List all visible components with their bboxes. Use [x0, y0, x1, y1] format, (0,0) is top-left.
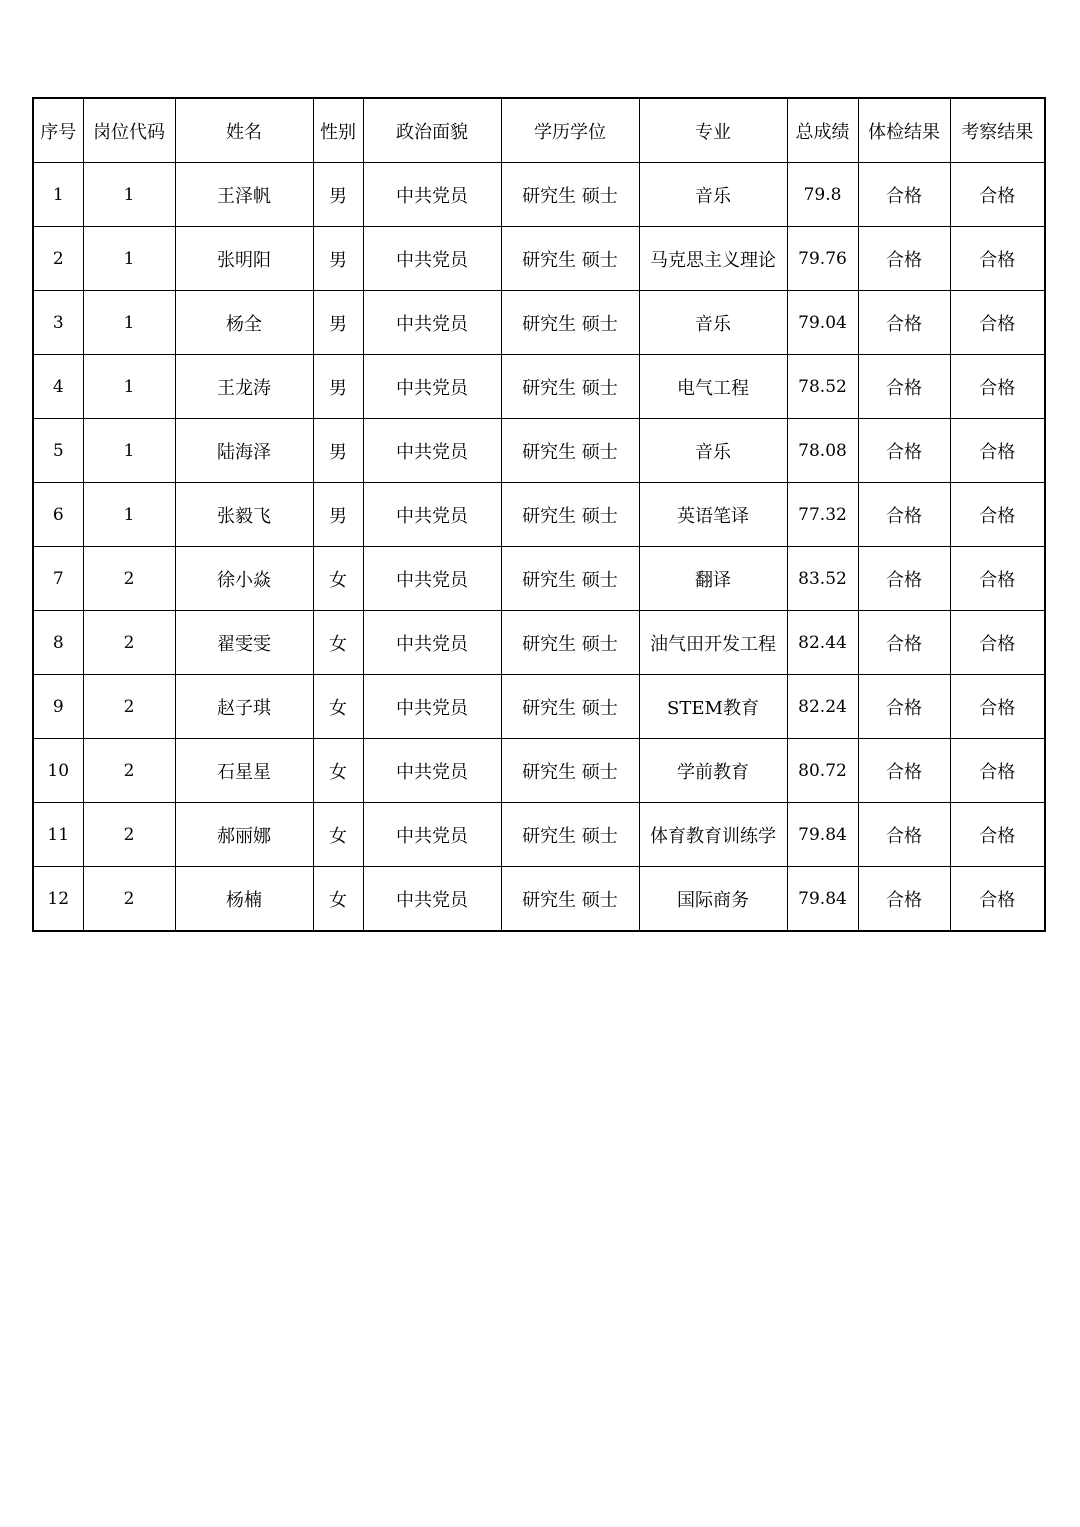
cell-serial: 11 — [33, 803, 83, 867]
cell-post-code: 2 — [83, 803, 175, 867]
cell-gender: 男 — [313, 483, 363, 547]
cell-major: 学前教育 — [639, 739, 787, 803]
cell-gender: 女 — [313, 547, 363, 611]
cell-education: 研究生 硕士 — [501, 163, 639, 227]
header-medical-result: 体检结果 — [858, 98, 950, 163]
cell-political-status: 中共党员 — [363, 547, 501, 611]
cell-gender: 男 — [313, 163, 363, 227]
cell-serial: 12 — [33, 867, 83, 932]
cell-major: 音乐 — [639, 419, 787, 483]
cell-medical-result: 合格 — [858, 547, 950, 611]
cell-medical-result: 合格 — [858, 163, 950, 227]
cell-medical-result: 合格 — [858, 803, 950, 867]
cell-gender: 男 — [313, 291, 363, 355]
cell-education: 研究生 硕士 — [501, 291, 639, 355]
cell-total-score: 83.52 — [787, 547, 858, 611]
cell-political-status: 中共党员 — [363, 675, 501, 739]
table-row — [33, 227, 1045, 291]
cell-political-status: 中共党员 — [363, 419, 501, 483]
cell-gender: 男 — [313, 227, 363, 291]
header-row — [33, 98, 1045, 163]
header-inspection-result: 考察结果 — [950, 98, 1045, 163]
table-row — [33, 739, 1045, 803]
cell-education: 研究生 硕士 — [501, 867, 639, 932]
cell-name: 杨楠 — [175, 867, 313, 932]
cell-medical-result: 合格 — [858, 611, 950, 675]
cell-post-code: 1 — [83, 227, 175, 291]
cell-serial: 6 — [33, 483, 83, 547]
cell-political-status: 中共党员 — [363, 163, 501, 227]
cell-name: 赵子琪 — [175, 675, 313, 739]
cell-post-code: 2 — [83, 675, 175, 739]
table-header — [33, 98, 1045, 163]
cell-major: STEM教育 — [639, 675, 787, 739]
cell-major: 体育教育训练学 — [639, 803, 787, 867]
cell-serial: 8 — [33, 611, 83, 675]
cell-major: 音乐 — [639, 163, 787, 227]
cell-name: 张毅飞 — [175, 483, 313, 547]
cell-name: 杨全 — [175, 291, 313, 355]
cell-gender: 女 — [313, 611, 363, 675]
cell-major: 国际商务 — [639, 867, 787, 932]
cell-inspection-result: 合格 — [950, 803, 1045, 867]
cell-name: 石星星 — [175, 739, 313, 803]
cell-medical-result: 合格 — [858, 291, 950, 355]
cell-major: 马克思主义理论 — [639, 227, 787, 291]
table-row — [33, 163, 1045, 227]
cell-education: 研究生 硕士 — [501, 739, 639, 803]
cell-major: 翻译 — [639, 547, 787, 611]
table-row — [33, 547, 1045, 611]
cell-political-status: 中共党员 — [363, 355, 501, 419]
cell-medical-result: 合格 — [858, 355, 950, 419]
cell-serial: 2 — [33, 227, 83, 291]
cell-post-code: 1 — [83, 355, 175, 419]
cell-total-score: 79.8 — [787, 163, 858, 227]
cell-total-score: 82.24 — [787, 675, 858, 739]
cell-total-score: 79.76 — [787, 227, 858, 291]
header-major: 专业 — [639, 98, 787, 163]
cell-total-score: 78.08 — [787, 419, 858, 483]
header-name: 姓名 — [175, 98, 313, 163]
cell-name: 王龙涛 — [175, 355, 313, 419]
cell-post-code: 2 — [83, 547, 175, 611]
cell-inspection-result: 合格 — [950, 419, 1045, 483]
header-gender: 性别 — [313, 98, 363, 163]
cell-medical-result: 合格 — [858, 867, 950, 932]
cell-post-code: 2 — [83, 739, 175, 803]
cell-education: 研究生 硕士 — [501, 675, 639, 739]
cell-political-status: 中共党员 — [363, 611, 501, 675]
cell-name: 徐小焱 — [175, 547, 313, 611]
cell-post-code: 1 — [83, 291, 175, 355]
cell-gender: 男 — [313, 419, 363, 483]
cell-serial: 9 — [33, 675, 83, 739]
table-row — [33, 867, 1045, 932]
cell-inspection-result: 合格 — [950, 163, 1045, 227]
cell-political-status: 中共党员 — [363, 291, 501, 355]
cell-total-score: 78.52 — [787, 355, 858, 419]
cell-post-code: 1 — [83, 419, 175, 483]
cell-political-status: 中共党员 — [363, 227, 501, 291]
cell-total-score: 79.84 — [787, 803, 858, 867]
cell-serial: 10 — [33, 739, 83, 803]
cell-education: 研究生 硕士 — [501, 547, 639, 611]
table-row — [33, 291, 1045, 355]
header-political-status: 政治面貌 — [363, 98, 501, 163]
cell-major: 电气工程 — [639, 355, 787, 419]
cell-education: 研究生 硕士 — [501, 419, 639, 483]
cell-total-score: 79.84 — [787, 867, 858, 932]
header-education: 学历学位 — [501, 98, 639, 163]
cell-gender: 男 — [313, 355, 363, 419]
cell-name: 张明阳 — [175, 227, 313, 291]
cell-total-score: 79.04 — [787, 291, 858, 355]
cell-serial: 5 — [33, 419, 83, 483]
cell-total-score: 82.44 — [787, 611, 858, 675]
cell-gender: 女 — [313, 803, 363, 867]
table-row — [33, 803, 1045, 867]
table-body — [33, 163, 1045, 932]
cell-major: 音乐 — [639, 291, 787, 355]
cell-post-code: 1 — [83, 483, 175, 547]
cell-major: 英语笔译 — [639, 483, 787, 547]
cell-serial: 4 — [33, 355, 83, 419]
table-row — [33, 355, 1045, 419]
cell-major: 油气田开发工程 — [639, 611, 787, 675]
cell-medical-result: 合格 — [858, 483, 950, 547]
cell-gender: 女 — [313, 867, 363, 932]
cell-inspection-result: 合格 — [950, 611, 1045, 675]
cell-political-status: 中共党员 — [363, 867, 501, 932]
cell-inspection-result: 合格 — [950, 227, 1045, 291]
cell-medical-result: 合格 — [858, 227, 950, 291]
cell-education: 研究生 硕士 — [501, 611, 639, 675]
cell-total-score: 80.72 — [787, 739, 858, 803]
cell-name: 郝丽娜 — [175, 803, 313, 867]
table-row — [33, 675, 1045, 739]
table-row — [33, 419, 1045, 483]
cell-post-code: 1 — [83, 163, 175, 227]
cell-education: 研究生 硕士 — [501, 227, 639, 291]
cell-political-status: 中共党员 — [363, 739, 501, 803]
cell-political-status: 中共党员 — [363, 803, 501, 867]
table-row — [33, 483, 1045, 547]
cell-name: 翟雯雯 — [175, 611, 313, 675]
cell-gender: 女 — [313, 739, 363, 803]
header-total-score: 总成绩 — [787, 98, 858, 163]
cell-name: 王泽帆 — [175, 163, 313, 227]
cell-post-code: 2 — [83, 611, 175, 675]
cell-inspection-result: 合格 — [950, 355, 1045, 419]
cell-medical-result: 合格 — [858, 675, 950, 739]
cell-name: 陆海泽 — [175, 419, 313, 483]
cell-inspection-result: 合格 — [950, 675, 1045, 739]
results-table — [32, 97, 1046, 932]
cell-gender: 女 — [313, 675, 363, 739]
cell-total-score: 77.32 — [787, 483, 858, 547]
cell-inspection-result: 合格 — [950, 291, 1045, 355]
cell-education: 研究生 硕士 — [501, 355, 639, 419]
cell-inspection-result: 合格 — [950, 739, 1045, 803]
cell-serial: 1 — [33, 163, 83, 227]
header-post-code: 岗位代码 — [83, 98, 175, 163]
cell-medical-result: 合格 — [858, 739, 950, 803]
table-row — [33, 611, 1045, 675]
header-serial: 序号 — [33, 98, 83, 163]
cell-education: 研究生 硕士 — [501, 803, 639, 867]
cell-inspection-result: 合格 — [950, 547, 1045, 611]
cell-post-code: 2 — [83, 867, 175, 932]
cell-education: 研究生 硕士 — [501, 483, 639, 547]
cell-inspection-result: 合格 — [950, 483, 1045, 547]
cell-serial: 3 — [33, 291, 83, 355]
cell-inspection-result: 合格 — [950, 867, 1045, 932]
cell-medical-result: 合格 — [858, 419, 950, 483]
cell-serial: 7 — [33, 547, 83, 611]
cell-political-status: 中共党员 — [363, 483, 501, 547]
